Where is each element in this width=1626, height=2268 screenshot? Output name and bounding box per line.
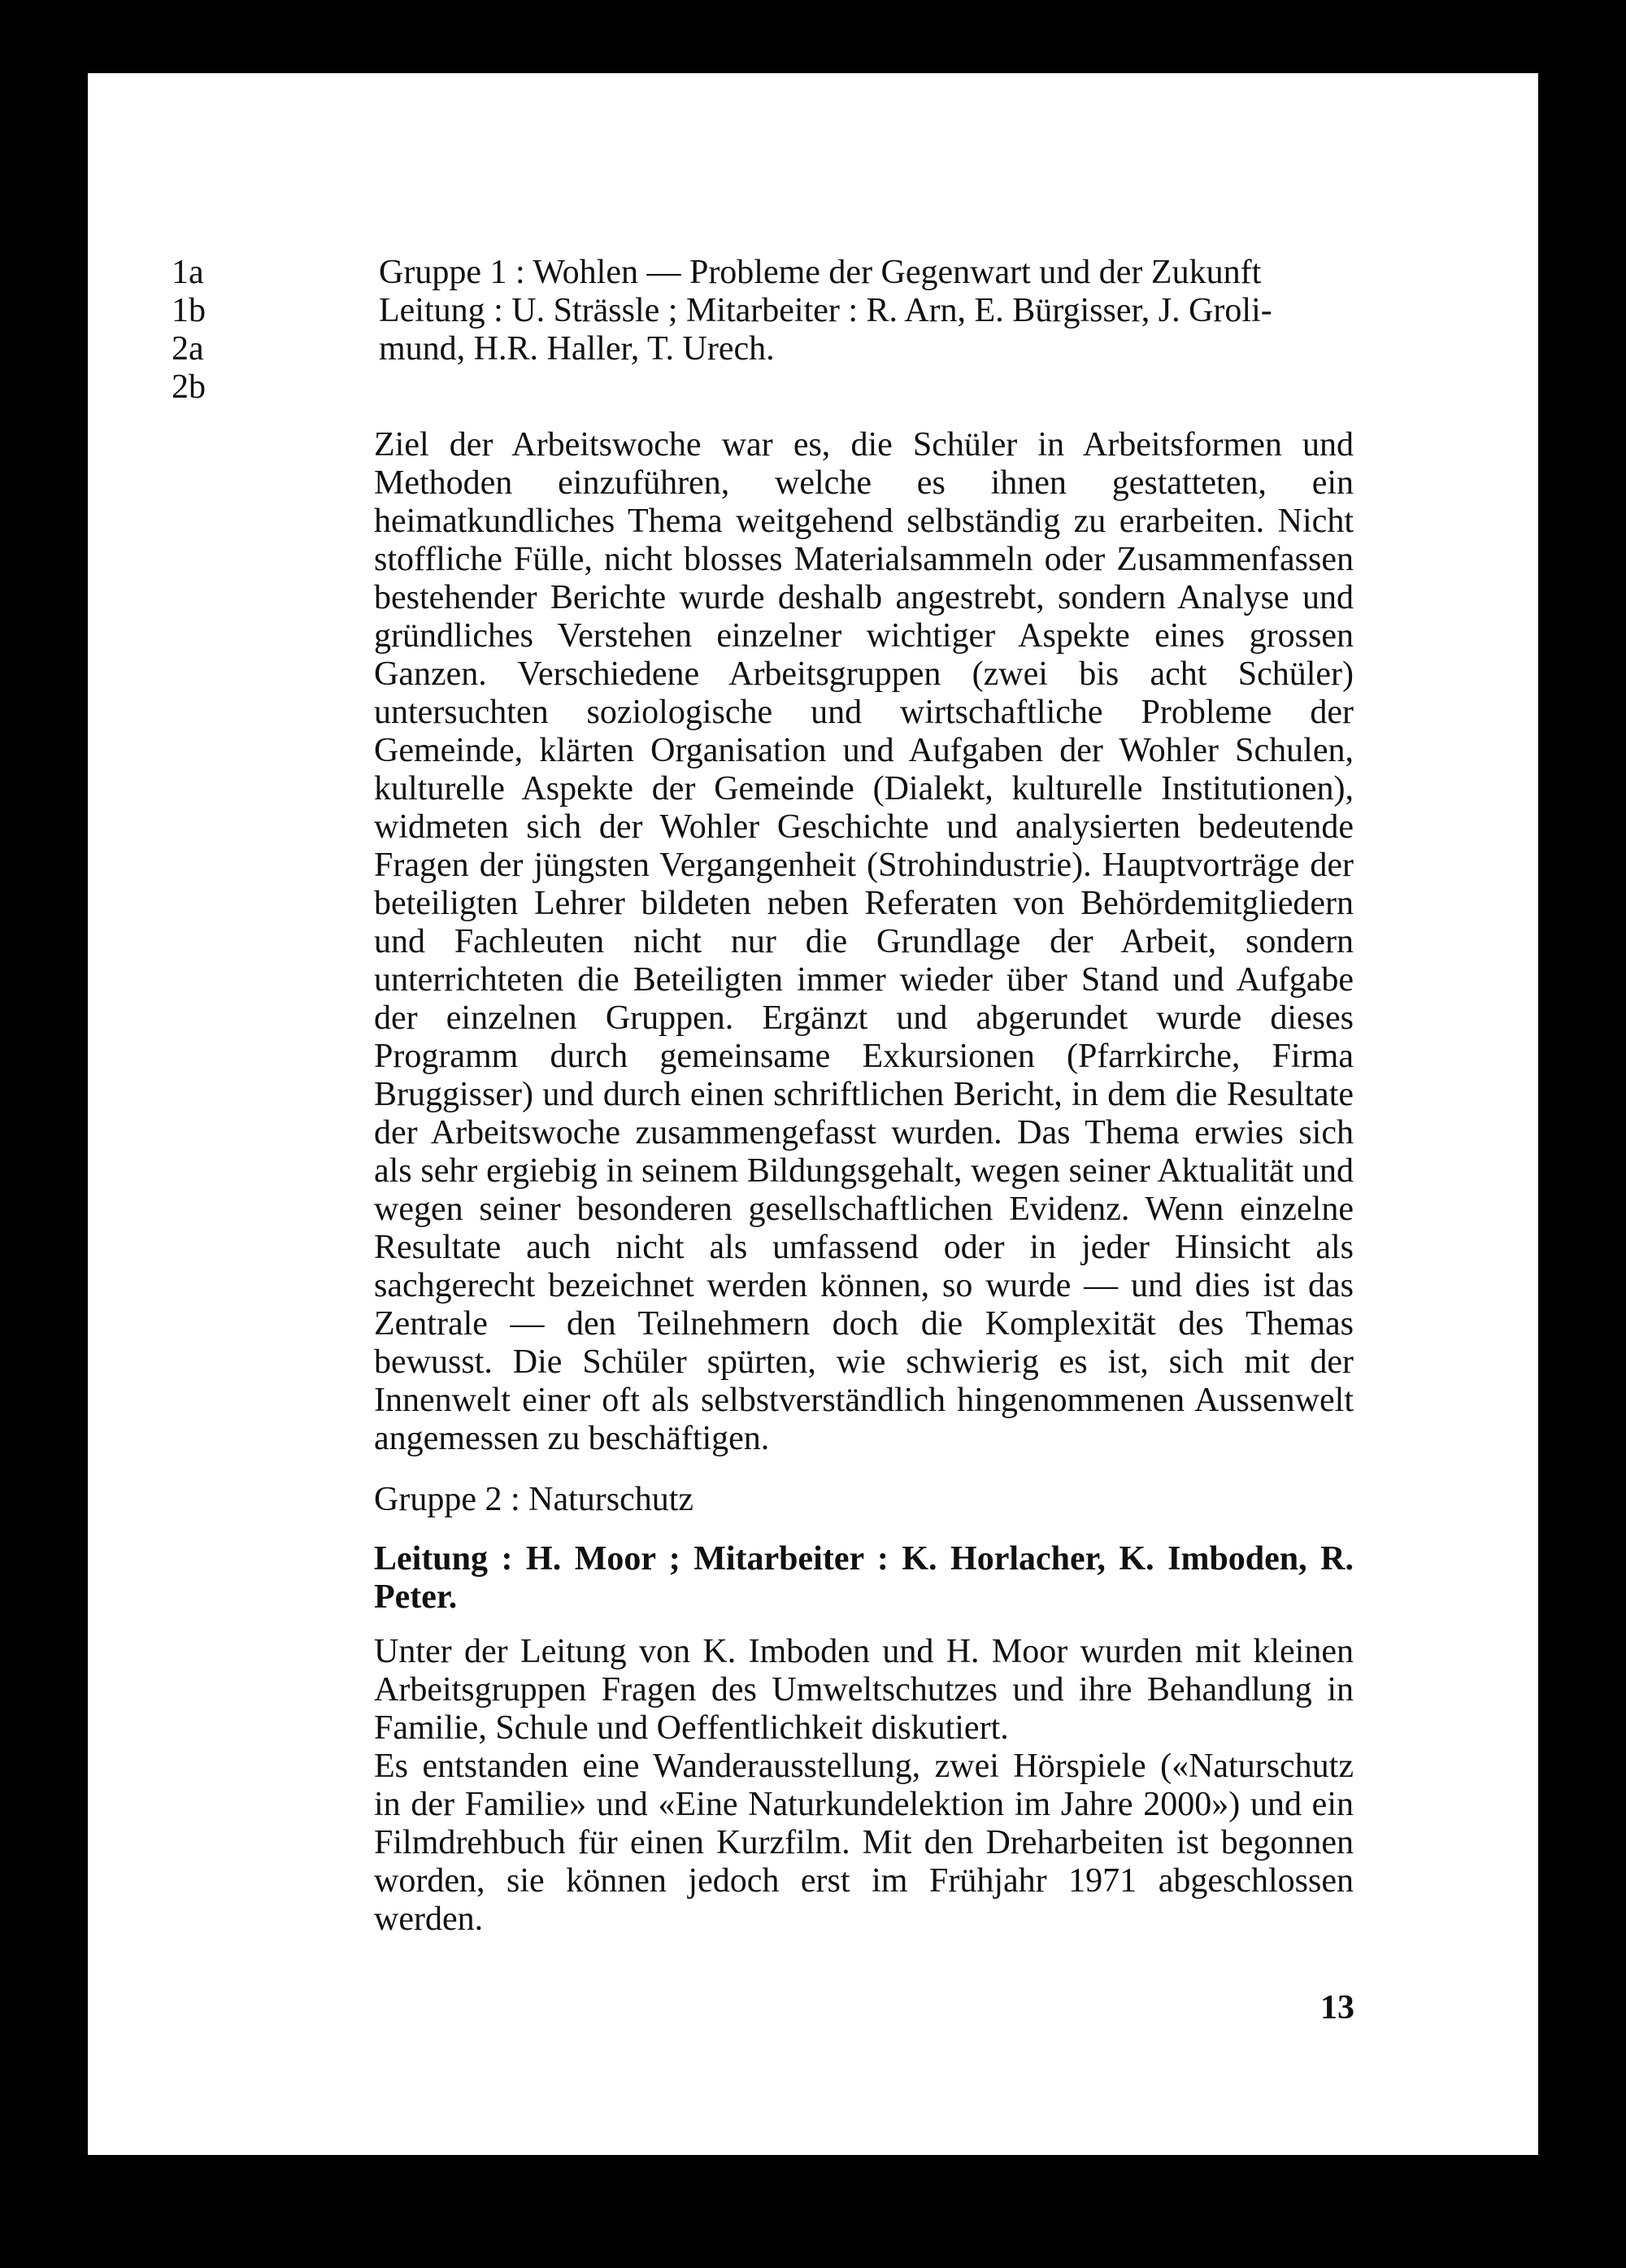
group1-staff-line-1: Leitung : U. Strässle ; Mitarbeiter : R. Arn, E. Bürgisser, J. Groli-	[379, 292, 1272, 329]
page-number: 13	[1320, 1989, 1354, 2026]
scan-border-bottom	[81, 2155, 1626, 2268]
group1-heading: Gruppe 1 : Wohlen — Probleme der Gegenwart und der Zukunft	[379, 254, 1262, 291]
scan-border-right	[1538, 0, 1626, 2268]
margin-label: 1b	[172, 292, 206, 329]
group1-body: Ziel der Arbeitswoche war es, die Schüler in Arbeitsformen und Methoden einzuführen, welche es ihnen gestatteten, ein heimatkundliches Thema weitgehend selbständig zu erarbeiten. Nicht stoffliche Fülle, nicht blosses Materialsammeln oder Zusammenfassen bestehender Berichte wurde deshalb angestrebt, sondern Analyse und gründliches Verstehen einzelner wichtiger Aspekte eines grossen Ganzen. Verschiedene Arbeitsgruppen (zwei bis acht Schüler) untersuchten soziologische und wirtschaftliche Probleme der Gemeinde, klärten Organisation und Aufgaben der Wohler Schulen, kulturelle Aspekte der Gemeinde (Dialekt, kulturelle Institutionen), widmeten sich der Wohler Geschichte und analysierten bedeutende Fragen der jüngsten Vergangenheit (Strohindustrie). Hauptvorträge der beteiligten Lehrer bildeten neben Referaten von Behördemitgliedern und Fachleuten nicht nur die Grundlage der Arbeit, sondern unterrichteten die Beteiligten immer wieder über Stand und Aufgabe der einzelnen Gruppen. Ergänzt und abgerundet wurde dieses Programm durch gemeinsame Exkursionen (Pfarrkirche, Firma Bruggisser) und durch einen schriftlichen Bericht, in dem die Resultate der Arbeitswoche zusammengefasst wurden. Das Thema erwies sich als sehr ergiebig in seinem Bildungsgehalt, wegen seiner Aktualität und wegen seiner besonderen gesellschaftlichen Evidenz. Wenn einzelne Resultate auch nicht als umfassend oder in jeder Hinsicht als sachgerecht bezeichnet werden können, so wurde — und dies ist das Zentrale — den Teilnehmern doch die Komplexität des Themas bewusst. Die Schüler spürten, wie schwierig es ist, sich mit der Innenwelt einer oft als selbstverständlich hingenommenen Aussenwelt angemessen zu beschäftigen.	[374, 426, 1354, 1457]
scan-border-left	[0, 0, 88, 2268]
margin-label: 2b	[172, 368, 206, 406]
scan-border-top	[81, 0, 1626, 73]
group1-header	[379, 254, 1272, 368]
group2-body-1: Unter der Leitung von K. Imboden und H. Moor wurden mit kleinen Arbeitsgruppen Fragen des Umweltschutzes und ihre Behandlung in Familie, Schule und Oeffentlichkeit diskutiert.	[374, 1633, 1354, 1747]
group2-staff: Leitung : H. Moor ; Mitarbeiter : K. Horlacher, K. Imboden, R. Peter.	[374, 1540, 1354, 1616]
group1-staff-line-2: mund, H.R. Haller, T. Urech.	[379, 330, 775, 368]
report-body	[374, 426, 1354, 1939]
margin-label: 1a	[172, 254, 204, 291]
group2-heading: Gruppe 2 : Naturschutz	[374, 1481, 694, 1518]
margin-labels	[172, 254, 206, 407]
group2-body-2: Es entstanden eine Wanderausstellung, zwei Hörspiele («Naturschutz in der Familie» und «Eine Naturkundelektion im Jahre 2000») und ein Filmdrehbuch für einen Kurzfilm. Mit den Dreharbeiten ist begonnen worden, sie können jedoch erst im Frühjahr 1971 abgeschlossen werden.	[374, 1748, 1354, 1938]
margin-label: 2a	[172, 330, 204, 368]
